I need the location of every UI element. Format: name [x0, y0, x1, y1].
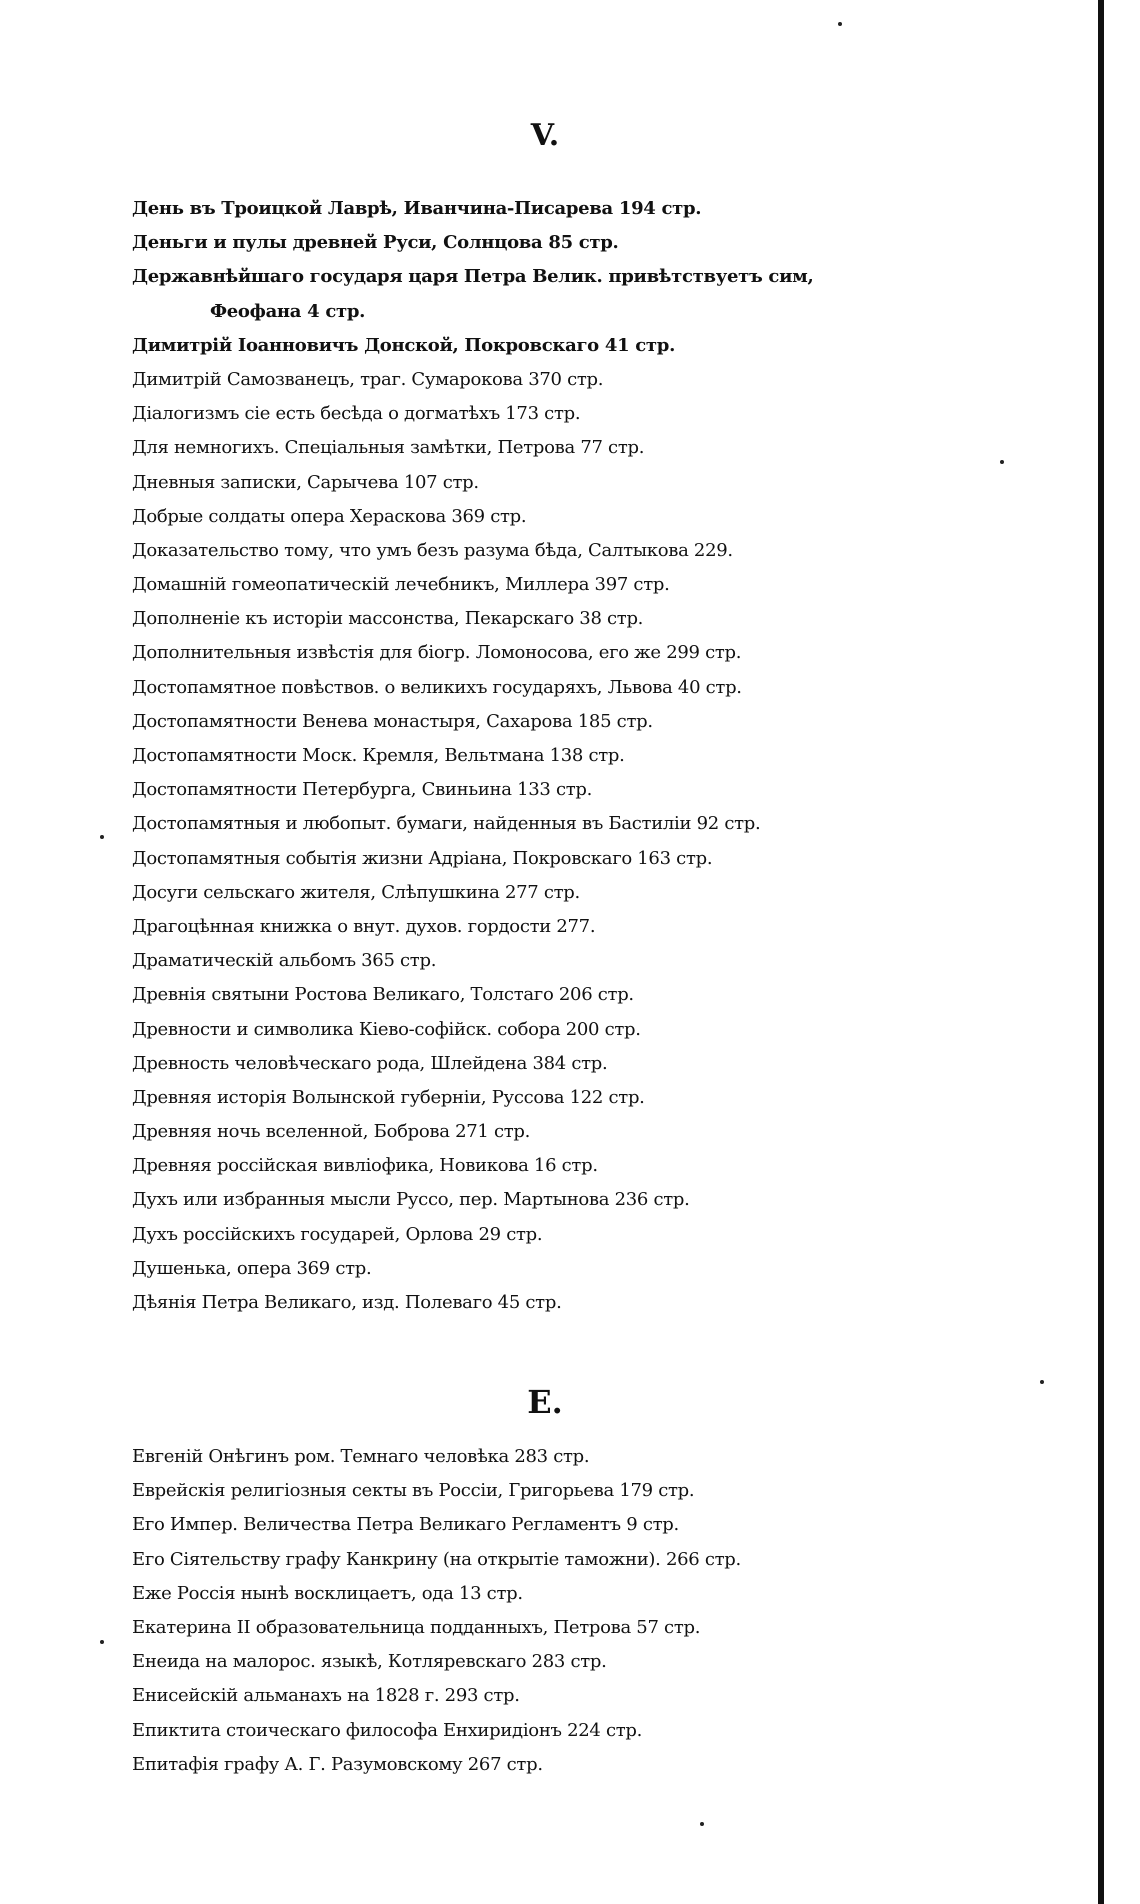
index-entry: Древняя россійская вивліофика, Новикова 16 стр. — [132, 1155, 598, 1177]
index-entry: Духъ или избранныя мысли Руссо, пер. Мартынова 236 стр. — [132, 1189, 690, 1211]
index-entry: Его Импер. Величества Петра Великаго Регламентъ 9 стр. — [132, 1514, 679, 1536]
index-entry: Димитрій Іоанновичъ Донской, Покровскаго 41 стр. — [132, 334, 676, 356]
index-entry: Достопамятное повѣствов. о великихъ государяхъ, Львова 40 стр. — [132, 676, 742, 698]
index-entry: Достопамятныя и любопыт. бумаги, найденныя въ Бастиліи 92 стр. — [132, 813, 761, 835]
index-entry: Дневныя записки, Сарычева 107 стр. — [132, 471, 479, 493]
index-entry: Древнія святыни Ростова Великаго, Толстаго 206 стр. — [132, 984, 634, 1006]
print-speck — [1000, 460, 1004, 464]
index-section-e — [132, 1440, 1092, 1782]
index-entry: Димитрій Самозванецъ, траг. Сумарокова 370 стр. — [132, 368, 604, 390]
index-entry: Епитафія графу А. Г. Разумовскому 267 стр. — [132, 1753, 543, 1775]
index-entry: Древняя исторія Волынской губерніи, Руссова 122 стр. — [132, 1086, 645, 1108]
page-signature-mark: V. — [530, 118, 560, 153]
index-entry: Достопамятныя событія жизни Адріана, Покровскаго 163 стр. — [132, 847, 713, 869]
index-entry: Дополненіе къ исторіи массонства, Пекарскаго 38 стр. — [132, 608, 644, 630]
index-entry: Доказательство тому, что умъ безъ разума бѣда, Салтыкова 229. — [132, 539, 733, 561]
index-entry: Енисейскій альманахъ на 1828 г. 293 стр. — [132, 1685, 520, 1707]
index-entry: Еже Россія нынѣ восклицаетъ, ода 13 стр. — [132, 1582, 523, 1604]
index-entry: Дополнительныя извѣстія для біогр. Ломоносова, его же 299 стр. — [132, 642, 742, 664]
index-entry: Духъ россійскихъ государей, Орлова 29 стр. — [132, 1223, 543, 1245]
index-entry: Енеида на малорос. языкѣ, Котляревскаго 283 стр. — [132, 1651, 607, 1673]
section-letter-heading: Е. — [527, 1383, 563, 1421]
print-speck — [100, 1640, 104, 1644]
index-section-v — [132, 192, 1092, 1320]
index-entry-continuation: Феофана 4 стр. — [210, 300, 366, 322]
index-entry: День въ Троицкой Лаврѣ, Иванчина-Писарева 194 стр. — [132, 198, 702, 219]
index-entry: Достопамятности Петербурга, Свиньина 133 стр. — [132, 779, 593, 801]
index-entry: Деньги и пулы древней Руси, Солнцова 85 стр. — [132, 232, 619, 254]
index-entry: Для немногихъ. Спеціальныя замѣтки, Петрова 77 стр. — [132, 437, 645, 459]
print-speck — [838, 22, 842, 26]
index-entry: Евгеній Онѣгинъ ром. Темнаго человѣка 283 стр. — [132, 1446, 590, 1467]
index-entry: Домашній гомеопатическій лечебникъ, Миллера 397 стр. — [132, 574, 670, 596]
index-entry: Досуги сельскаго жителя, Слѣпушкина 277 стр. — [132, 881, 580, 903]
index-entry: Епиктита стоическаго философа Енхиридіонъ 224 стр. — [132, 1719, 643, 1741]
index-entry: Еврейскія религіозныя секты въ Россіи, Григорьева 179 стр. — [132, 1480, 695, 1502]
index-entry: Державнѣйшаго государя царя Петра Велик. привѣтствуетъ сим, — [132, 266, 814, 288]
index-entry: Душенька, опера 369 стр. — [132, 1257, 372, 1279]
index-entry: Дѣянія Петра Великаго, изд. Полеваго 45 стр. — [132, 1292, 562, 1313]
index-entry: Достопамятности Венева монастыря, Сахарова 185 стр. — [132, 710, 653, 732]
page-edge-rule — [1098, 0, 1104, 1904]
index-entry: Древняя ночь вселенной, Боброва 271 стр. — [132, 1121, 531, 1143]
index-entry: Древности и символика Кіево-софійск. собора 200 стр. — [132, 1018, 641, 1040]
index-entry: Драматическій альбомъ 365 стр. — [132, 950, 437, 972]
index-entry: Екатерина II образовательница подданныхъ, Петрова 57 стр. — [132, 1616, 701, 1638]
print-speck — [1040, 1380, 1044, 1384]
index-entry: Добрые солдаты опера Хераскова 369 стр. — [132, 505, 527, 527]
index-entry: Древность человѣческаго рода, Шлейдена 384 стр. — [132, 1052, 608, 1074]
index-entry: Драгоцѣнная книжка о внут. духов. гордости 277. — [132, 915, 596, 937]
index-entry: Достопамятности Моск. Кремля, Вельтмана 138 стр. — [132, 745, 625, 766]
print-speck — [700, 1822, 704, 1826]
print-speck — [100, 835, 104, 839]
index-entry: Его Сіятельству графу Канкрину (на открытіе таможни). 266 стр. — [132, 1548, 741, 1570]
index-entry: Діалогизмъ сіе есть бесѣда о догматѣхъ 173 стр. — [132, 403, 581, 425]
